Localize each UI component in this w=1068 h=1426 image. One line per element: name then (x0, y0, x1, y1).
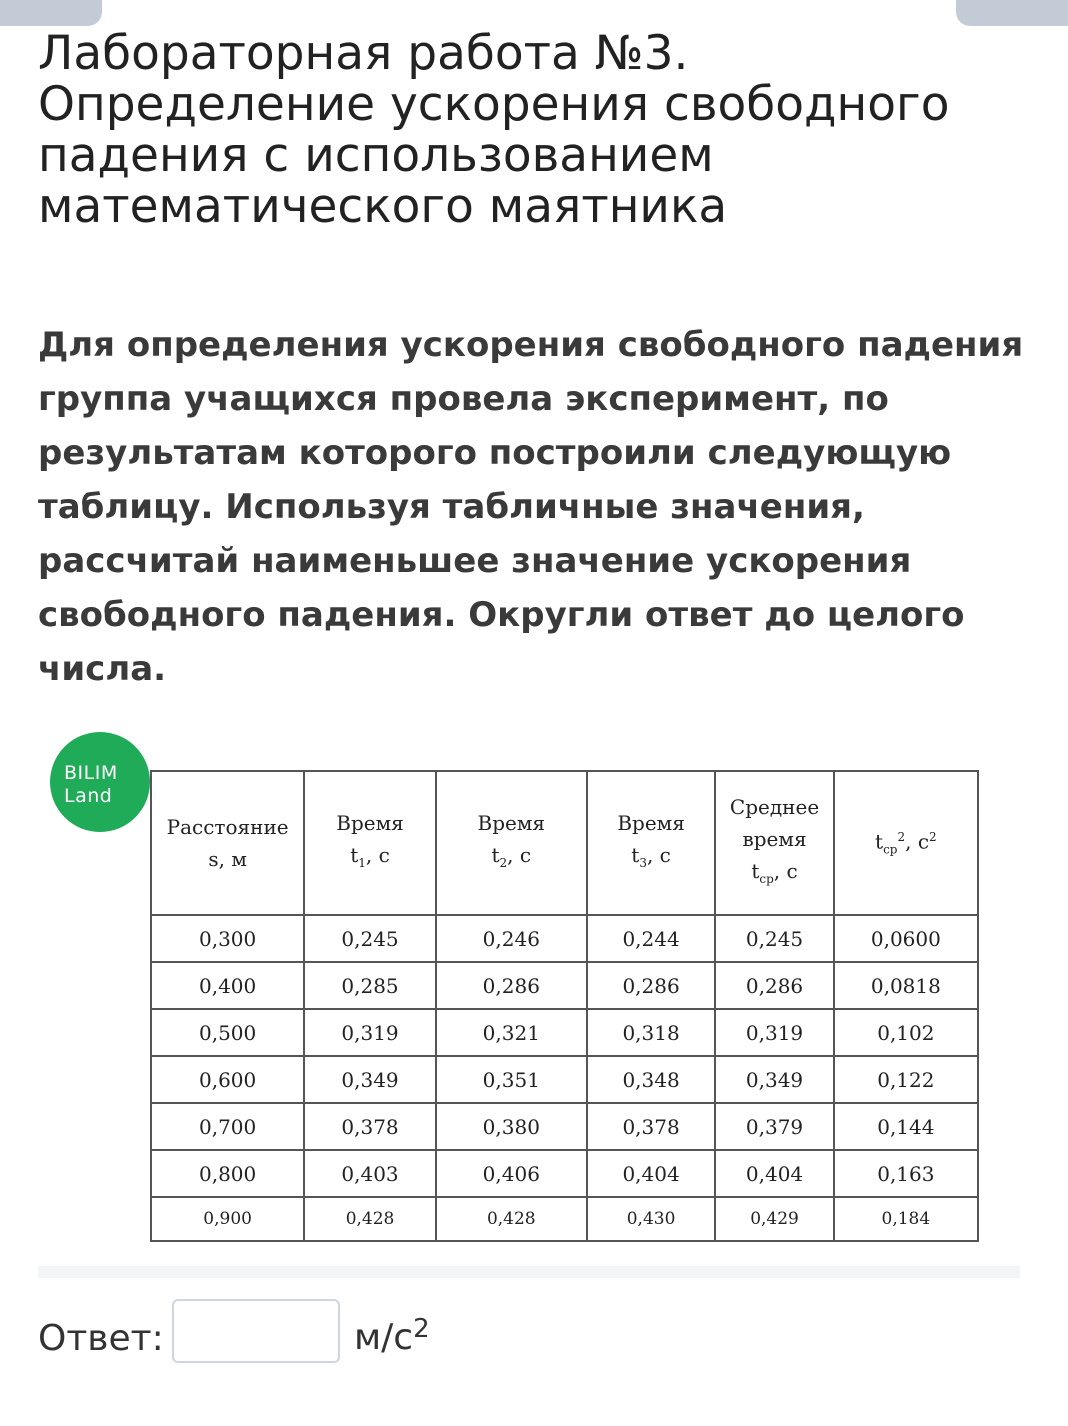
cell-time-3: 0,404 (587, 1150, 716, 1197)
header-time-2-label: Время (477, 811, 546, 835)
table-figure (50, 732, 990, 1252)
table-row (151, 1009, 978, 1056)
logo-text-bilim: BILIM (64, 762, 118, 784)
table-row (151, 1103, 978, 1150)
cell-time-3: 0,318 (587, 1009, 716, 1056)
answer-unit (354, 1314, 430, 1358)
cell-time-3: 0,378 (587, 1103, 716, 1150)
header-time-3 (587, 771, 716, 915)
cell-mean-time: 0,379 (715, 1103, 833, 1150)
cell-mean-time-squared: 0,102 (834, 1009, 978, 1056)
cell-time-1: 0,319 (304, 1009, 436, 1056)
cell-time-2: 0,246 (436, 915, 587, 962)
cell-mean-time-squared: 0,144 (834, 1103, 978, 1150)
table-row (151, 1197, 978, 1241)
table-row (151, 1056, 978, 1103)
cell-distance: 0,300 (151, 915, 304, 962)
cell-time-2: 0,321 (436, 1009, 587, 1056)
header-time-1-unit: $t_1$, с (350, 843, 390, 870)
cell-time-3: 0,244 (587, 915, 716, 962)
cell-time-2: 0,428 (436, 1197, 587, 1241)
cell-mean-time: 0,429 (715, 1197, 833, 1241)
page-title: Лабораторная работа №3. Определение ускорения свободного падения с использованием математического маятника (38, 26, 950, 234)
data-table (150, 770, 979, 1242)
header-mean-time-squared-label: $t_{ср}^2$, $с^2$ (875, 829, 937, 857)
header-time-3-label: Время (617, 811, 685, 835)
cell-time-1: 0,403 (304, 1150, 436, 1197)
answer-input[interactable] (172, 1299, 340, 1363)
cell-mean-time: 0,286 (715, 962, 833, 1009)
cell-distance: 0,600 (151, 1056, 304, 1103)
cell-time-2: 0,380 (436, 1103, 587, 1150)
bilimland-logo (50, 732, 150, 832)
cell-time-3: 0,430 (587, 1197, 716, 1241)
cell-time-1: 0,349 (304, 1056, 436, 1103)
cell-time-3: 0,348 (587, 1056, 716, 1103)
cell-time-1: 0,378 (304, 1103, 436, 1150)
cell-mean-time-squared: 0,122 (834, 1056, 978, 1103)
header-mean-time-unit: $t_{ср}$, с (751, 859, 798, 886)
header-distance-unit: s, м (208, 847, 247, 871)
header-distance (151, 771, 304, 915)
logo-text-land: Land (64, 785, 113, 807)
header-time-3-unit: $t_3$, с (631, 843, 671, 870)
table-row (151, 1150, 978, 1197)
header-time-1 (304, 771, 436, 915)
table-header-row (151, 771, 978, 915)
cell-time-2: 0,351 (436, 1056, 587, 1103)
header-mean-time-label-1: Среднее (729, 795, 820, 819)
answer-unit-exponent: 2 (413, 1314, 430, 1344)
section-divider (38, 1266, 1020, 1278)
cell-time-3: 0,286 (587, 962, 716, 1009)
cell-time-2: 0,286 (436, 962, 587, 1009)
cell-mean-time-squared: 0,0818 (834, 962, 978, 1009)
cell-time-2: 0,406 (436, 1150, 587, 1197)
cell-time-1: 0,428 (304, 1197, 436, 1241)
cell-distance: 0,800 (151, 1150, 304, 1197)
cell-time-1: 0,245 (304, 915, 436, 962)
header-time-1-label: Время (336, 811, 404, 835)
cell-distance: 0,400 (151, 962, 304, 1009)
table-body (151, 915, 978, 1241)
header-distance-label: Расстояние (166, 815, 289, 839)
header-time-2-unit: $t_2$, с (491, 843, 532, 870)
cell-time-1: 0,285 (304, 962, 436, 1009)
cell-distance: 0,900 (151, 1197, 304, 1241)
header-mean-time (715, 771, 833, 915)
cell-mean-time: 0,319 (715, 1009, 833, 1056)
answer-label: Ответ: (38, 1318, 164, 1359)
top-right-tab[interactable] (956, 0, 1068, 26)
top-left-tab[interactable] (0, 0, 102, 26)
cell-distance: 0,500 (151, 1009, 304, 1056)
question-text: Для определения ускорения свободного падения группа учащихся провела эксперимент, по результатам которого построили следующую таблицу. Используя табличные значения, рассчитай наименьшее значение ускорения свободного падения. Округли ответ до целого числа. (38, 325, 1024, 689)
cell-mean-time-squared: 0,163 (834, 1150, 978, 1197)
cell-mean-time-squared: 0,184 (834, 1197, 978, 1241)
header-mean-time-label-2: время (742, 827, 807, 851)
cell-mean-time-squared: 0,0600 (834, 915, 978, 962)
cell-mean-time: 0,245 (715, 915, 833, 962)
header-time-2 (436, 771, 587, 915)
cell-mean-time: 0,404 (715, 1150, 833, 1197)
table-row (151, 915, 978, 962)
cell-distance: 0,700 (151, 1103, 304, 1150)
header-mean-time-squared (834, 771, 978, 915)
cell-mean-time: 0,349 (715, 1056, 833, 1103)
table-row (151, 962, 978, 1009)
answer-unit-text: м/с (354, 1317, 414, 1358)
